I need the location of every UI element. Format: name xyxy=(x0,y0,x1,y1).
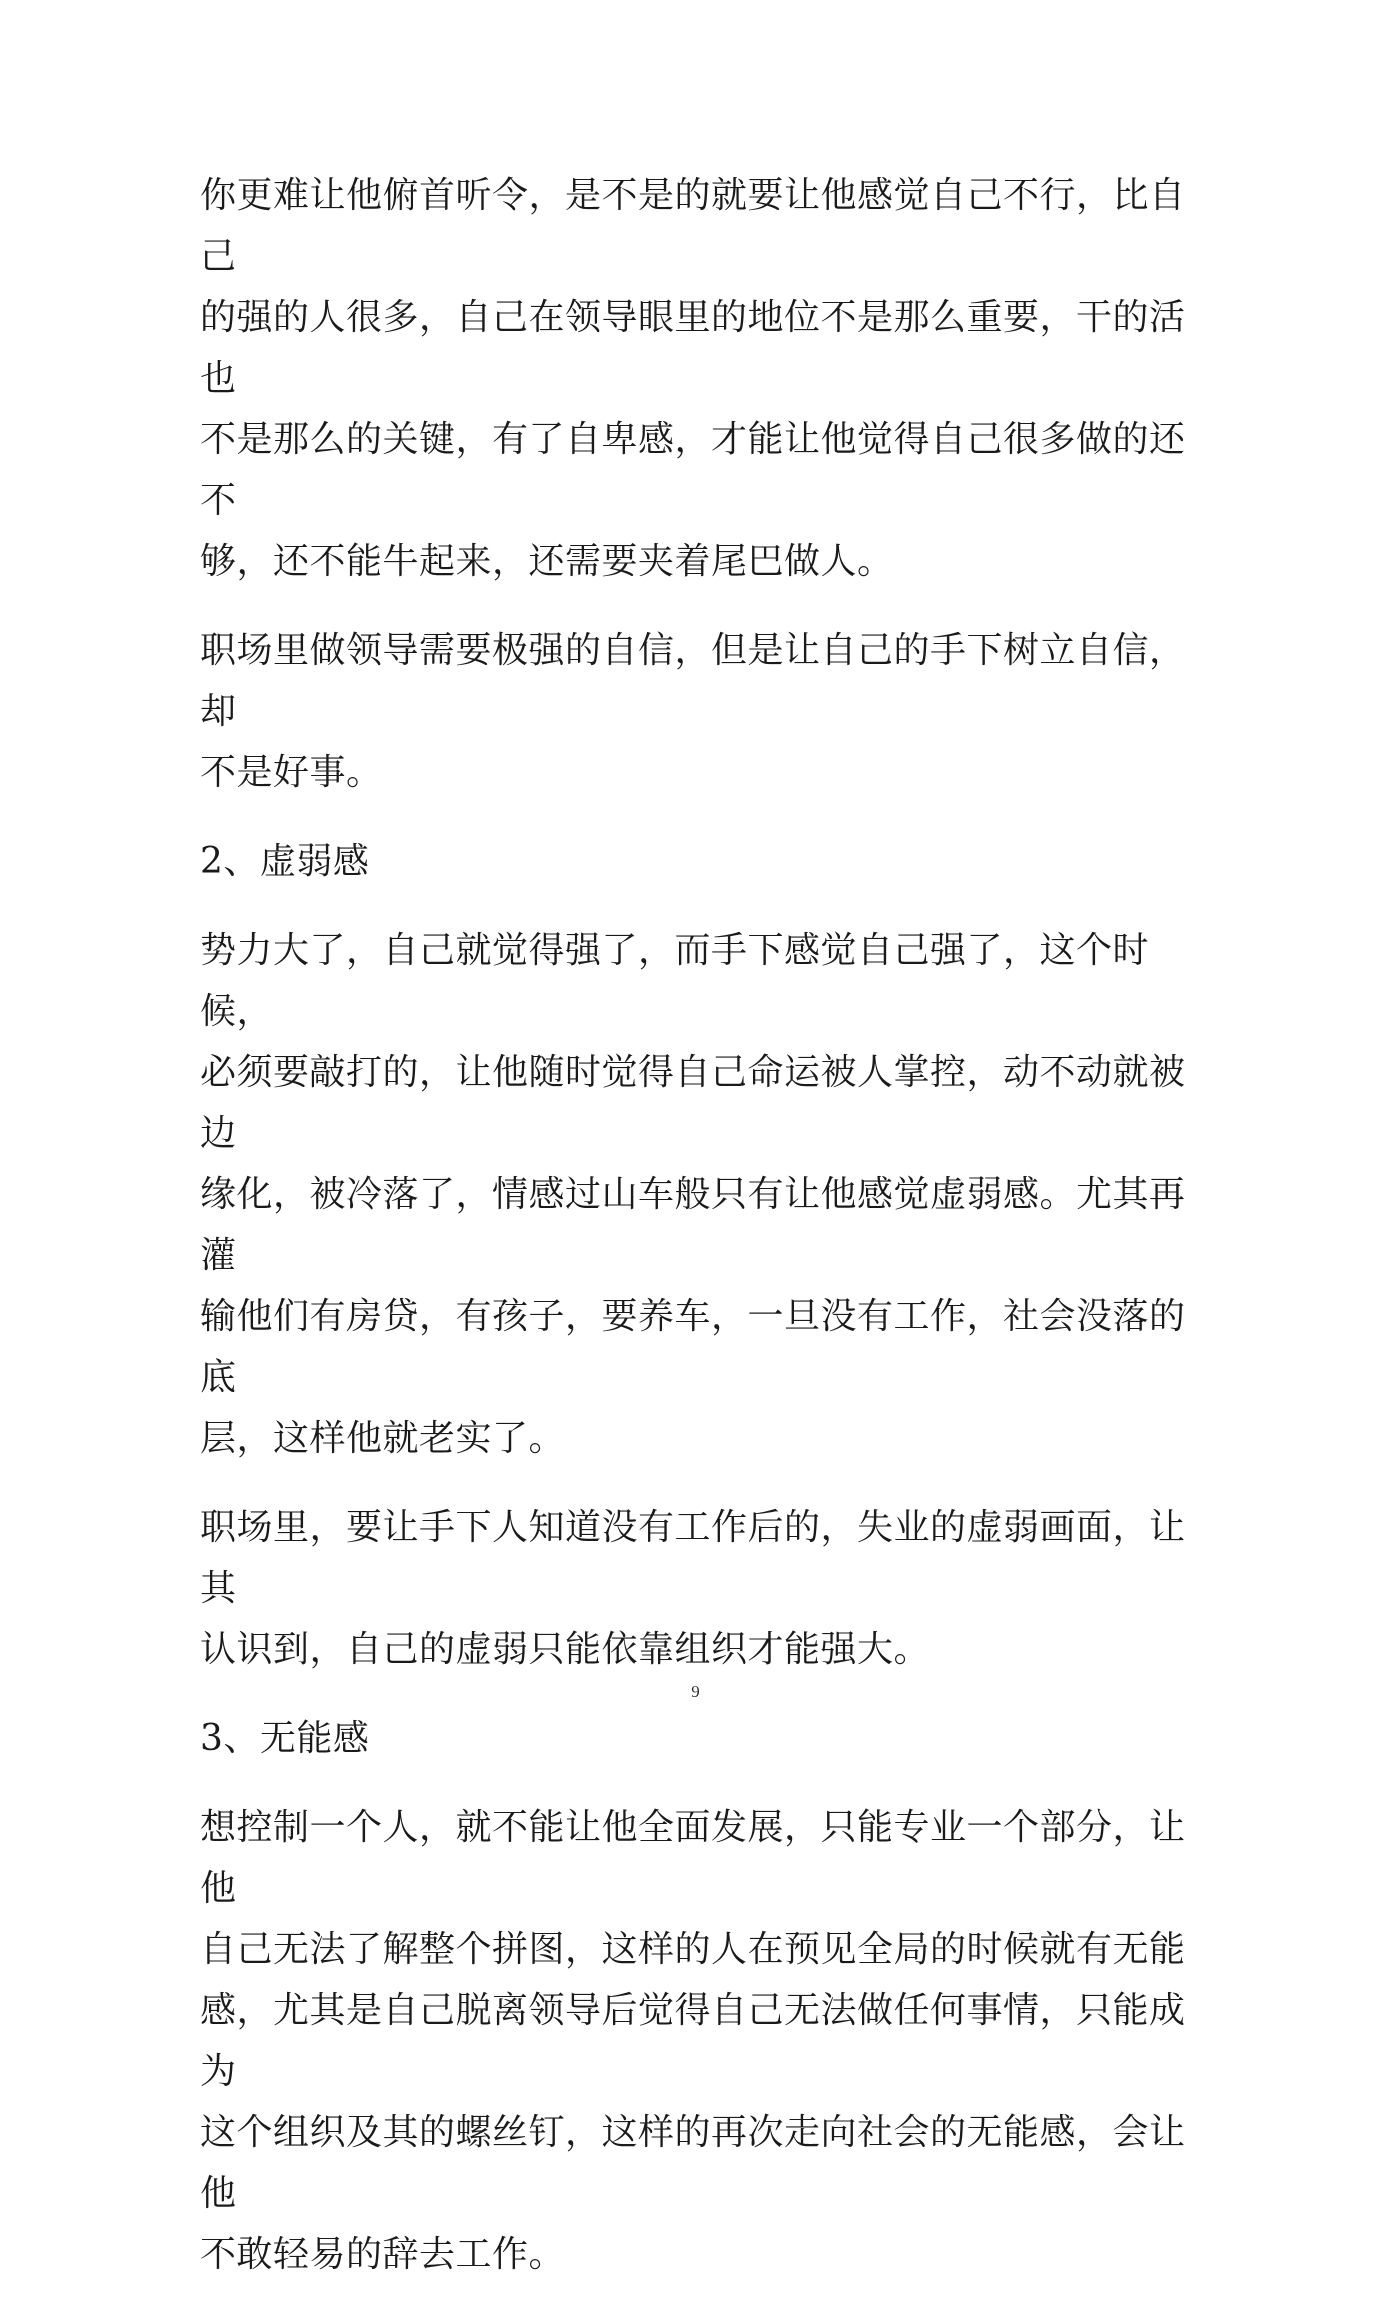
page-number: 9 xyxy=(691,1682,700,1701)
paragraph-1: 你更难让他俯首听令，是不是的就要让他感觉自己不行，比自己 的强的人很多，自己在领导眼里的地位不是那么重要，干的活也 不是那么的关键，有了自卑感，才能让他觉得自己很多做的还不 够，还不能牛起来，还需要夹着尾巴做人。 xyxy=(200,175,1186,582)
paragraph-2: 职场里做领导需要极强的自信，但是让自己的手下树立自信，却 不是好事。 xyxy=(200,630,1186,793)
document-body xyxy=(200,165,1190,2313)
section-heading-2: 2、虚弱感 xyxy=(200,841,370,882)
section-heading-3: 3、无能感 xyxy=(200,1718,370,1759)
paragraph-3: 势力大了，自己就觉得强了，而手下感觉自己强了，这个时候， 必须要敲打的，让他随时觉得自己命运被人掌控，动不动就被边 缘化，被冷落了，情感过山车般只有让他感觉虚弱感。尤其再灌 输他们有房贷，有孩子，要养车，一旦没有工作，社会没落的底 层，这样他就老实了。 xyxy=(200,930,1186,1459)
paragraph-5: 想控制一个人，就不能让他全面发展，只能专业一个部分，让他 自己无法了解整个拼图，这样的人在预见全局的时候就有无能 感，尤其是自己脱离领导后觉得自己无法做任何事情，只能成为 这个组织及其的螺丝钉，这样的再次走向社会的无能感，会让他 不敢轻易的辞去工作。 xyxy=(200,1807,1186,2275)
paragraph-4: 职场里，要让手下人知道没有工作后的，失业的虚弱画面，让其 认识到，自己的虚弱只能依靠组织才能强大。 xyxy=(200,1507,1186,1670)
